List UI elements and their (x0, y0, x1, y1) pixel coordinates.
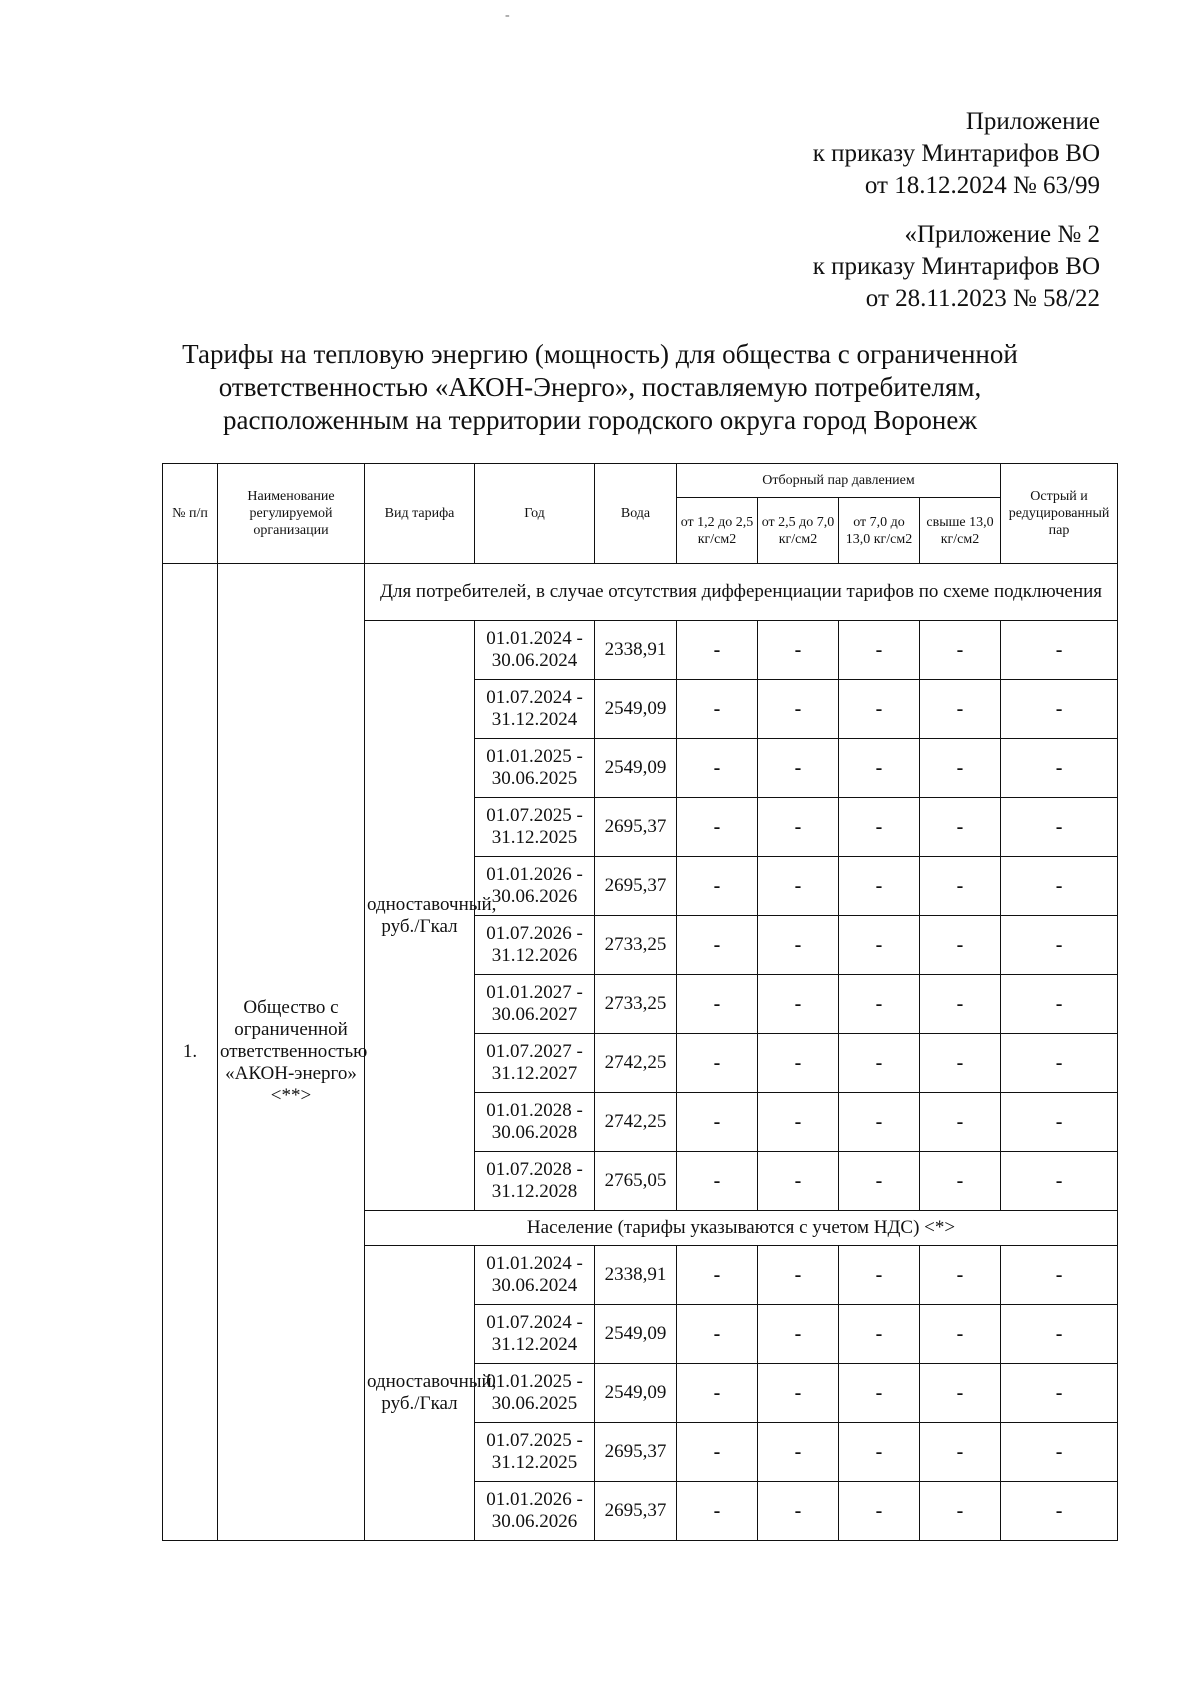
period-cell: 01.01.2025 - 30.06.2025 (475, 1364, 595, 1423)
empty-value-cell: - (1001, 1305, 1118, 1364)
appendix-2-header-line: от 28.11.2023 № 58/22 (865, 285, 1100, 312)
appendix-header-line: от 18.12.2024 № 63/99 (864, 172, 1100, 199)
title-line: Тарифы на тепловую энергию (мощность) для общества с ограниченной (182, 339, 1018, 369)
header-year: Год (475, 464, 595, 564)
empty-value-cell: - (1001, 1423, 1118, 1482)
empty-value-cell: - (920, 1305, 1001, 1364)
water-tariff-cell: 2765,05 (595, 1152, 677, 1211)
empty-value-cell: - (839, 621, 920, 680)
water-tariff-cell: 2695,37 (595, 857, 677, 916)
appendix-header-line: Приложение (965, 108, 1100, 135)
empty-value-cell: - (839, 739, 920, 798)
water-tariff-cell: 2695,37 (595, 798, 677, 857)
empty-value-cell: - (1001, 1093, 1118, 1152)
empty-value-cell: - (758, 1364, 839, 1423)
empty-value-cell: - (677, 1305, 758, 1364)
empty-value-cell: - (677, 739, 758, 798)
period-cell: 01.07.2024 - 31.12.2024 (475, 680, 595, 739)
empty-value-cell: - (839, 1305, 920, 1364)
empty-value-cell: - (677, 975, 758, 1034)
appendix-header-line: к приказу Минтарифов ВО (812, 140, 1100, 167)
empty-value-cell: - (839, 975, 920, 1034)
water-tariff-cell: 2742,25 (595, 1093, 677, 1152)
empty-value-cell: - (920, 916, 1001, 975)
empty-value-cell: - (920, 680, 1001, 739)
period-cell: 01.07.2027 - 31.12.2027 (475, 1034, 595, 1093)
header-tariff-type: Вид тарифа (365, 464, 475, 564)
empty-value-cell: - (839, 916, 920, 975)
title-line: расположенным на территории городского округа город Воронеж (222, 405, 978, 435)
empty-value-cell: - (839, 1364, 920, 1423)
empty-value-cell: - (1001, 1364, 1118, 1423)
period-cell: 01.07.2024 - 31.12.2024 (475, 1305, 595, 1364)
empty-value-cell: - (758, 916, 839, 975)
water-tariff-cell: 2733,25 (595, 975, 677, 1034)
header-num: № п/п (163, 464, 218, 564)
header-pressure-3: от 7,0 до 13,0 кг/см2 (839, 498, 920, 564)
empty-value-cell: - (758, 1305, 839, 1364)
empty-value-cell: - (1001, 916, 1118, 975)
empty-value-cell: - (677, 798, 758, 857)
empty-value-cell: - (758, 857, 839, 916)
period-cell: 01.07.2025 - 31.12.2025 (475, 798, 595, 857)
water-tariff-cell: 2549,09 (595, 680, 677, 739)
period-cell: 01.01.2024 - 30.06.2024 (475, 1246, 595, 1305)
document-title (150, 338, 1050, 437)
section-title-population: Население (тарифы указываются с учетом НДС) <*> (365, 1211, 1118, 1246)
empty-value-cell: - (839, 1423, 920, 1482)
empty-value-cell: - (1001, 1152, 1118, 1211)
period-cell: 01.01.2026 - 30.06.2026 (475, 1482, 595, 1541)
page-mark: - (505, 8, 510, 23)
empty-value-cell: - (758, 1093, 839, 1152)
water-tariff-cell: 2549,09 (595, 1305, 677, 1364)
empty-value-cell: - (1001, 680, 1118, 739)
empty-value-cell: - (677, 857, 758, 916)
empty-value-cell: - (758, 680, 839, 739)
empty-value-cell: - (920, 1034, 1001, 1093)
empty-value-cell: - (920, 1423, 1001, 1482)
water-tariff-cell: 2695,37 (595, 1423, 677, 1482)
period-cell: 01.01.2025 - 30.06.2025 (475, 739, 595, 798)
organization-name: Общество с ограниченной ответственностью «АКОН-энерго» <**> (218, 564, 365, 1541)
empty-value-cell: - (839, 1093, 920, 1152)
empty-value-cell: - (758, 1246, 839, 1305)
water-tariff-cell: 2549,09 (595, 739, 677, 798)
water-tariff-cell: 2733,25 (595, 916, 677, 975)
appendix-2-header-line: «Приложение № 2 (904, 221, 1100, 248)
empty-value-cell: - (758, 621, 839, 680)
empty-value-cell: - (758, 1152, 839, 1211)
empty-value-cell: - (758, 798, 839, 857)
row-number: 1. (163, 564, 218, 1541)
period-cell: 01.07.2025 - 31.12.2025 (475, 1423, 595, 1482)
empty-value-cell: - (677, 916, 758, 975)
period-cell: 01.07.2028 - 31.12.2028 (475, 1152, 595, 1211)
empty-value-cell: - (920, 1482, 1001, 1541)
empty-value-cell: - (677, 621, 758, 680)
empty-value-cell: - (920, 739, 1001, 798)
empty-value-cell: - (920, 798, 1001, 857)
water-tariff-cell: 2742,25 (595, 1034, 677, 1093)
empty-value-cell: - (839, 680, 920, 739)
empty-value-cell: - (1001, 739, 1118, 798)
water-tariff-cell: 2338,91 (595, 1246, 677, 1305)
empty-value-cell: - (1001, 975, 1118, 1034)
empty-value-cell: - (839, 857, 920, 916)
empty-value-cell: - (920, 1364, 1001, 1423)
empty-value-cell: - (758, 1482, 839, 1541)
tariff-table (162, 463, 1118, 1541)
period-cell: 01.01.2026 - 30.06.2026 (475, 857, 595, 916)
empty-value-cell: - (677, 680, 758, 739)
empty-value-cell: - (677, 1246, 758, 1305)
tariff-type: одноставочный, руб./Гкал (365, 1246, 475, 1541)
title-line: ответственностью «АКОН-Энерго», поставляемую потребителям, (218, 372, 982, 402)
empty-value-cell: - (758, 975, 839, 1034)
period-cell: 01.07.2026 - 31.12.2026 (475, 916, 595, 975)
appendix-2-header-line: к приказу Минтарифов ВО (812, 253, 1100, 280)
header-pressure-4: свыше 13,0 кг/см2 (920, 498, 1001, 564)
tariff-table-body (163, 564, 1118, 1541)
tariff-type: одноставочный, руб./Гкал (365, 621, 475, 1211)
header-org: Наименование регулируемой организации (218, 464, 365, 564)
period-cell: 01.01.2028 - 30.06.2028 (475, 1093, 595, 1152)
empty-value-cell: - (1001, 857, 1118, 916)
empty-value-cell: - (677, 1423, 758, 1482)
empty-value-cell: - (758, 1034, 839, 1093)
empty-value-cell: - (677, 1482, 758, 1541)
empty-value-cell: - (1001, 1246, 1118, 1305)
empty-value-cell: - (1001, 1034, 1118, 1093)
empty-value-cell: - (677, 1093, 758, 1152)
empty-value-cell: - (1001, 621, 1118, 680)
empty-value-cell: - (1001, 798, 1118, 857)
empty-value-cell: - (920, 1093, 1001, 1152)
empty-value-cell: - (677, 1034, 758, 1093)
empty-value-cell: - (677, 1364, 758, 1423)
empty-value-cell: - (920, 1246, 1001, 1305)
empty-value-cell: - (839, 1482, 920, 1541)
empty-value-cell: - (839, 1246, 920, 1305)
header-sharp-steam: Острый и редуцированный пар (1001, 464, 1118, 564)
period-cell: 01.01.2024 - 30.06.2024 (475, 621, 595, 680)
empty-value-cell: - (1001, 1482, 1118, 1541)
empty-value-cell: - (839, 1034, 920, 1093)
water-tariff-cell: 2695,37 (595, 1482, 677, 1541)
water-tariff-cell: 2338,91 (595, 621, 677, 680)
empty-value-cell: - (758, 1423, 839, 1482)
section-title-consumers: Для потребителей, в случае отсутствия дифференциации тарифов по схеме подключения (365, 564, 1118, 621)
empty-value-cell: - (758, 739, 839, 798)
period-cell: 01.01.2027 - 30.06.2027 (475, 975, 595, 1034)
empty-value-cell: - (839, 798, 920, 857)
appendix-2-header (813, 219, 1100, 315)
empty-value-cell: - (920, 857, 1001, 916)
empty-value-cell: - (677, 1152, 758, 1211)
empty-value-cell: - (920, 975, 1001, 1034)
header-pressure-1: от 1,2 до 2,5 кг/см2 (677, 498, 758, 564)
empty-value-cell: - (920, 621, 1001, 680)
empty-value-cell: - (920, 1152, 1001, 1211)
appendix-header (813, 106, 1100, 202)
water-tariff-cell: 2549,09 (595, 1364, 677, 1423)
header-pressure-2: от 2,5 до 7,0 кг/см2 (758, 498, 839, 564)
header-steam-group: Отборный пар давлением (677, 464, 1001, 498)
empty-value-cell: - (839, 1152, 920, 1211)
header-water: Вода (595, 464, 677, 564)
